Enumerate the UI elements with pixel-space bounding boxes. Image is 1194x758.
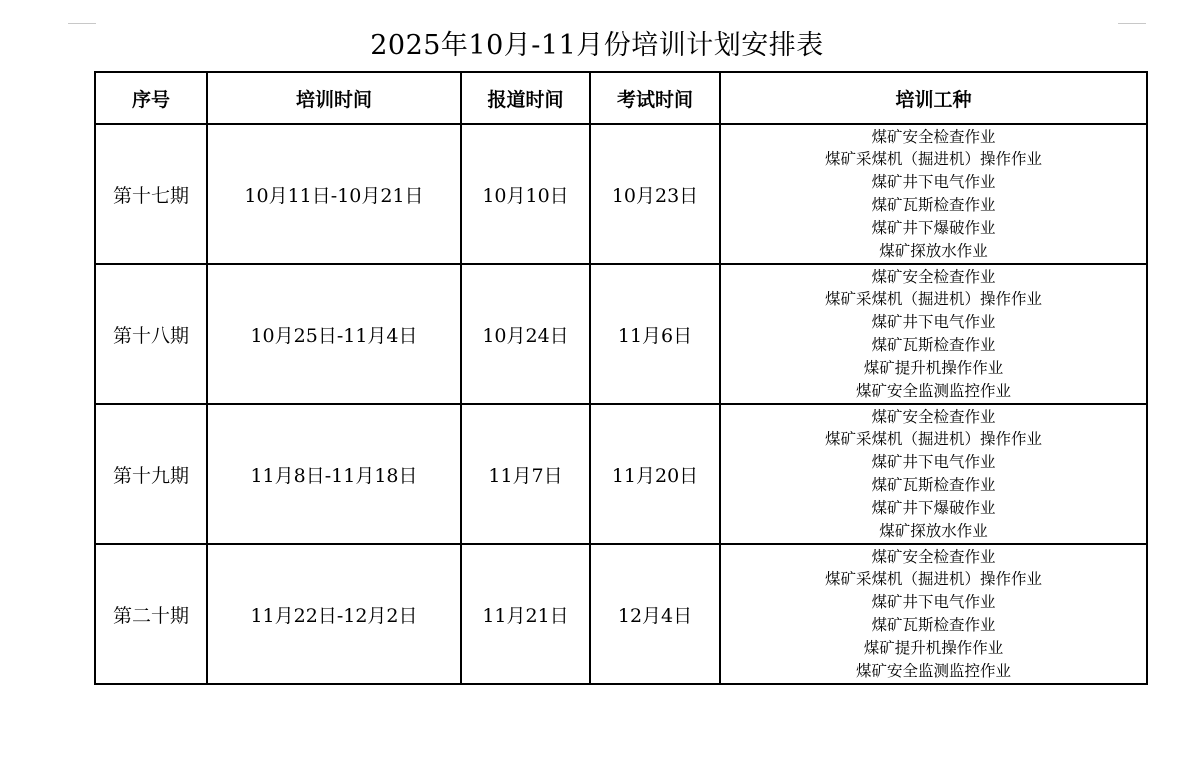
training-type-item: 煤矿井下电气作业 bbox=[871, 593, 996, 612]
seq-cell: 第十九期 bbox=[95, 404, 207, 544]
seq-cell: 第十八期 bbox=[95, 264, 207, 404]
exam-time-cell: 10月23日 bbox=[590, 124, 720, 264]
header-report-time: 报道时间 bbox=[461, 72, 590, 124]
training-time-cell: 11月8日-11月18日 bbox=[207, 404, 461, 544]
training-types-cell bbox=[720, 124, 1147, 264]
training-type-item: 煤矿安全检查作业 bbox=[871, 407, 996, 426]
training-type-item: 煤矿井下电气作业 bbox=[871, 313, 996, 332]
training-type-item: 煤矿瓦斯检查作业 bbox=[871, 196, 996, 214]
table-row bbox=[95, 264, 1147, 404]
training-types-cell bbox=[720, 544, 1147, 684]
training-type-item: 煤矿井下爆破作业 bbox=[871, 498, 996, 517]
training-type-item: 煤矿采煤机（掘进机）操作作业 bbox=[824, 570, 1042, 589]
header-seq: 序号 bbox=[95, 72, 207, 124]
training-type-item: 煤矿瓦斯检查作业 bbox=[871, 616, 996, 634]
training-time-cell: 10月25日-11月4日 bbox=[207, 264, 461, 404]
table-header-row bbox=[95, 72, 1147, 124]
training-type-item: 煤矿瓦斯检查作业 bbox=[871, 476, 996, 494]
training-type-item: 煤矿采煤机（掘进机）操作作业 bbox=[824, 430, 1042, 449]
training-type-item: 煤矿探放水作业 bbox=[879, 241, 988, 260]
seq-cell: 第二十期 bbox=[95, 544, 207, 684]
exam-time-cell: 11月6日 bbox=[590, 264, 720, 404]
header-training-time: 培训时间 bbox=[207, 72, 461, 124]
page-corner-mark-left bbox=[68, 23, 96, 24]
training-type-item: 煤矿安全检查作业 bbox=[871, 267, 996, 286]
training-time-cell: 11月22日-12月2日 bbox=[207, 544, 461, 684]
training-type-item: 煤矿井下爆破作业 bbox=[871, 218, 996, 237]
exam-time-cell: 11月20日 bbox=[590, 404, 720, 544]
report-time-cell: 10月24日 bbox=[461, 264, 590, 404]
training-type-item: 煤矿探放水作业 bbox=[879, 521, 988, 540]
training-type-item: 煤矿提升机操作作业 bbox=[863, 358, 1004, 377]
report-time-cell: 10月10日 bbox=[461, 124, 590, 264]
training-type-item: 煤矿安全检查作业 bbox=[871, 127, 996, 146]
training-time-cell: 10月11日-10月21日 bbox=[207, 124, 461, 264]
table-body bbox=[95, 124, 1147, 684]
training-schedule-table bbox=[94, 71, 1148, 685]
training-type-item: 煤矿安全监测监控作业 bbox=[855, 381, 1011, 400]
training-type-item: 煤矿采煤机（掘进机）操作作业 bbox=[824, 150, 1042, 169]
header-training-types: 培训工种 bbox=[720, 72, 1147, 124]
training-type-item: 煤矿安全检查作业 bbox=[871, 547, 996, 566]
page-corner-mark-right bbox=[1118, 23, 1146, 24]
report-time-cell: 11月7日 bbox=[461, 404, 590, 544]
training-type-item: 煤矿采煤机（掘进机）操作作业 bbox=[824, 290, 1042, 309]
table-row bbox=[95, 124, 1147, 264]
table-row bbox=[95, 404, 1147, 544]
training-type-item: 煤矿瓦斯检查作业 bbox=[871, 336, 996, 354]
training-type-item: 煤矿井下电气作业 bbox=[871, 453, 996, 472]
training-types-cell bbox=[720, 264, 1147, 404]
training-type-item: 煤矿井下电气作业 bbox=[871, 173, 996, 192]
document-title: 2025年10月-11月份培训计划安排表 bbox=[370, 30, 824, 61]
training-type-item: 煤矿提升机操作作业 bbox=[863, 638, 1004, 657]
report-time-cell: 11月21日 bbox=[461, 544, 590, 684]
header-exam-time: 考试时间 bbox=[590, 72, 720, 124]
training-types-cell bbox=[720, 404, 1147, 544]
seq-cell: 第十七期 bbox=[95, 124, 207, 264]
training-type-item: 煤矿安全监测监控作业 bbox=[855, 661, 1011, 680]
exam-time-cell: 12月4日 bbox=[590, 544, 720, 684]
table-row bbox=[95, 544, 1147, 684]
